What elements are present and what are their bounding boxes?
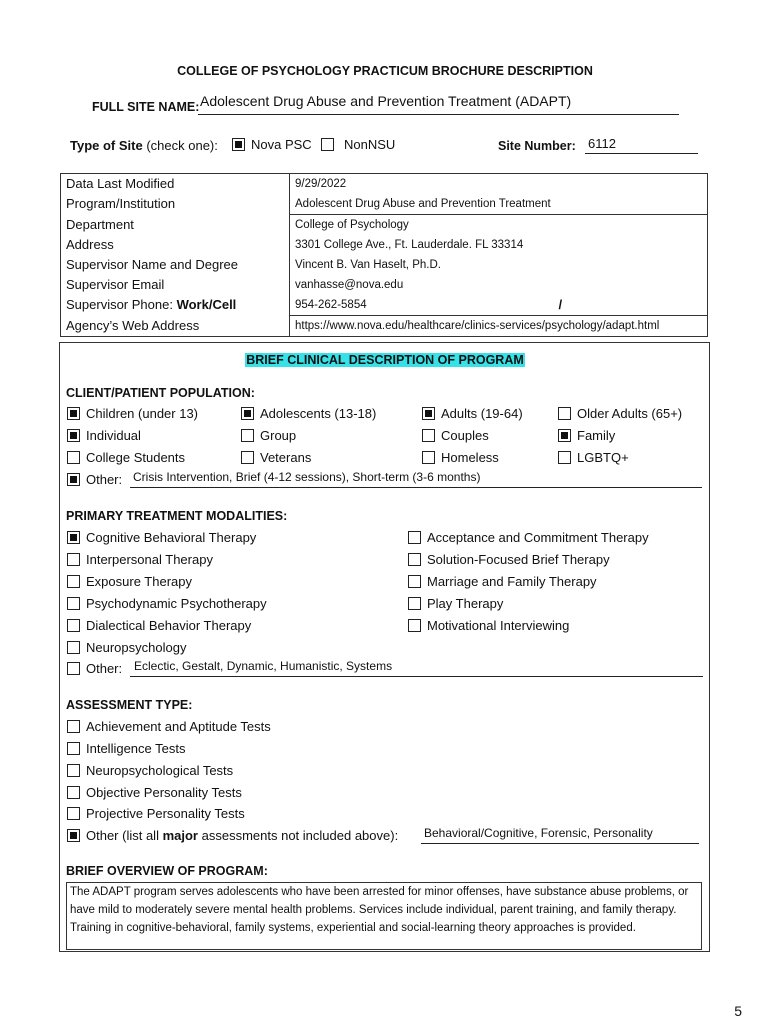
checkbox[interactable] [422, 451, 435, 464]
pop-adults[interactable]: Adults (19-64) [422, 406, 523, 421]
program-heading-wrap [0, 351, 770, 369]
site-type-label: Type of Site (check one): [70, 138, 218, 153]
table-row: Data Last Modified 9/29/2022 [61, 174, 708, 195]
table-row: Supervisor Phone: Work/Cell 954-262-5854 / [61, 295, 708, 316]
pop-homeless[interactable]: Homeless [422, 450, 499, 465]
mod-other-underline [130, 676, 703, 677]
checkbox[interactable] [241, 407, 254, 420]
pop-group[interactable]: Group [241, 428, 296, 443]
overview-text[interactable]: The ADAPT program serves adolescents who have been arrested for minor offenses, have substance abuse problems, or have mild to moderately severe mental health problems. Services include individual, parent training, and family therapy. Training in cognitive-behavioral, family systems, experiential and social-learning theory approaches is provided. [66, 882, 702, 950]
assess-other-underline [421, 843, 699, 844]
assess-objective[interactable]: Objective Personality Tests [67, 785, 242, 800]
pop-couples[interactable]: Couples [422, 428, 489, 443]
assess-intelligence[interactable]: Intelligence Tests [67, 741, 186, 756]
mod-other-value[interactable]: Eclectic, Gestalt, Dynamic, Humanistic, Systems [134, 659, 393, 673]
table-row: Department College of Psychology [61, 215, 708, 236]
pop-other-value[interactable]: Crisis Intervention, Brief (4-12 sessions), Short-term (3-6 months) [133, 470, 481, 484]
pop-lgbtq[interactable]: LGBTQ+ [558, 450, 629, 465]
checkbox[interactable] [408, 597, 421, 610]
checkbox[interactable] [67, 829, 80, 842]
checkbox[interactable] [67, 429, 80, 442]
mod-mft[interactable]: Marriage and Family Therapy [408, 574, 597, 589]
pop-children[interactable]: Children (under 13) [67, 406, 198, 421]
population-heading: CLIENT/PATIENT POPULATION: [66, 386, 255, 400]
checkbox[interactable] [67, 473, 80, 486]
pop-college-students[interactable]: College Students [67, 450, 185, 465]
mod-dbt[interactable]: Dialectical Behavior Therapy [67, 618, 251, 633]
checkbox[interactable] [67, 807, 80, 820]
assessment-heading: ASSESSMENT TYPE: [66, 698, 193, 712]
mod-sfbt[interactable]: Solution-Focused Brief Therapy [408, 552, 610, 567]
mod-exposure[interactable]: Exposure Therapy [67, 574, 192, 589]
program-heading: BRIEF CLINICAL DESCRIPTION OF PROGRAM [246, 353, 524, 367]
site-info-table [60, 173, 708, 337]
checkbox[interactable] [67, 662, 80, 675]
checkbox[interactable] [422, 429, 435, 442]
phone-separator: / [558, 297, 563, 312]
table-row: Program/Institution Adolescent Drug Abuse and Prevention Treatment [61, 194, 708, 215]
supervisor-phone: 954-262-5854 [295, 299, 367, 311]
checkbox[interactable] [408, 531, 421, 544]
checkbox[interactable] [67, 619, 80, 632]
mod-interpersonal[interactable]: Interpersonal Therapy [67, 552, 213, 567]
pop-individual[interactable]: Individual [67, 428, 141, 443]
checkbox[interactable] [241, 451, 254, 464]
mod-play[interactable]: Play Therapy [408, 596, 503, 611]
assess-other[interactable]: Other (list all major assessments not included above): [67, 828, 398, 843]
checkbox[interactable] [558, 451, 571, 464]
mod-psychodynamic[interactable]: Psychodynamic Psychotherapy [67, 596, 267, 611]
checkbox[interactable] [422, 407, 435, 420]
table-row: Supervisor Name and Degree Vincent B. Van Haselt, Ph.D. [61, 255, 708, 275]
site-type-nova-psc[interactable]: Nova PSC [232, 137, 312, 152]
site-number-value[interactable]: 6112 [588, 136, 616, 151]
checkbox[interactable] [408, 553, 421, 566]
site-type-nonnsu[interactable]: NonNSU [321, 137, 395, 152]
site-number-label: Site Number: [498, 139, 576, 153]
checkbox[interactable] [67, 451, 80, 464]
checkbox[interactable] [241, 429, 254, 442]
assess-projective[interactable]: Projective Personality Tests [67, 806, 245, 821]
checkbox[interactable] [67, 575, 80, 588]
assess-achievement[interactable]: Achievement and Aptitude Tests [67, 719, 271, 734]
checkbox[interactable] [232, 138, 245, 151]
mod-act[interactable]: Acceptance and Commitment Therapy [408, 530, 649, 545]
checkbox[interactable] [67, 720, 80, 733]
checkbox[interactable] [67, 742, 80, 755]
checkbox[interactable] [67, 641, 80, 654]
site-name-value[interactable]: Adolescent Drug Abuse and Prevention Treatment (ADAPT) [200, 93, 572, 109]
checkbox[interactable] [67, 597, 80, 610]
pop-adolescents[interactable]: Adolescents (13-18) [241, 406, 376, 421]
mod-cbt[interactable]: Cognitive Behavioral Therapy [67, 530, 256, 545]
checkbox[interactable] [321, 138, 334, 151]
checkbox[interactable] [558, 407, 571, 420]
checkbox[interactable] [67, 786, 80, 799]
page-title: COLLEGE OF PSYCHOLOGY PRACTICUM BROCHURE DESCRIPTION [177, 64, 593, 78]
overview-heading: BRIEF OVERVIEW OF PROGRAM: [66, 864, 268, 878]
checkbox[interactable] [408, 575, 421, 588]
checkbox[interactable] [67, 764, 80, 777]
pop-family[interactable]: Family [558, 428, 615, 443]
checkbox[interactable] [558, 429, 571, 442]
checkbox[interactable] [67, 531, 80, 544]
agency-web-address[interactable]: https://www.nova.edu/healthcare/clinics-services/psychology/adapt.html [295, 320, 660, 332]
site-name-label: FULL SITE NAME: [92, 100, 200, 114]
table-row: Agency’s Web Address https://www.nova.edu/healthcare/clinics-services/psychology/adapt.html [61, 316, 708, 337]
site-name-underline [198, 114, 679, 115]
assess-neuropsych[interactable]: Neuropsychological Tests [67, 763, 233, 778]
mod-mi[interactable]: Motivational Interviewing [408, 618, 569, 633]
mod-neuropsychology[interactable]: Neuropsychology [67, 640, 186, 655]
assess-other-value[interactable]: Behavioral/Cognitive, Forensic, Personality [424, 826, 653, 840]
site-number-underline [585, 153, 698, 154]
table-row: Address 3301 College Ave., Ft. Lauderdale. FL 33314 [61, 235, 708, 255]
page-number: 5 [734, 1003, 742, 1019]
modalities-heading: PRIMARY TREATMENT MODALITIES: [66, 509, 288, 523]
checkbox[interactable] [408, 619, 421, 632]
pop-older-adults[interactable]: Older Adults (65+) [558, 406, 682, 421]
checkbox[interactable] [67, 407, 80, 420]
pop-veterans[interactable]: Veterans [241, 450, 311, 465]
checkbox[interactable] [67, 553, 80, 566]
mod-other[interactable]: Other: [67, 661, 122, 676]
pop-other[interactable]: Other: [67, 472, 122, 487]
pop-other-underline [130, 487, 702, 488]
table-row: Supervisor Email vanhasse@nova.edu [61, 275, 708, 295]
